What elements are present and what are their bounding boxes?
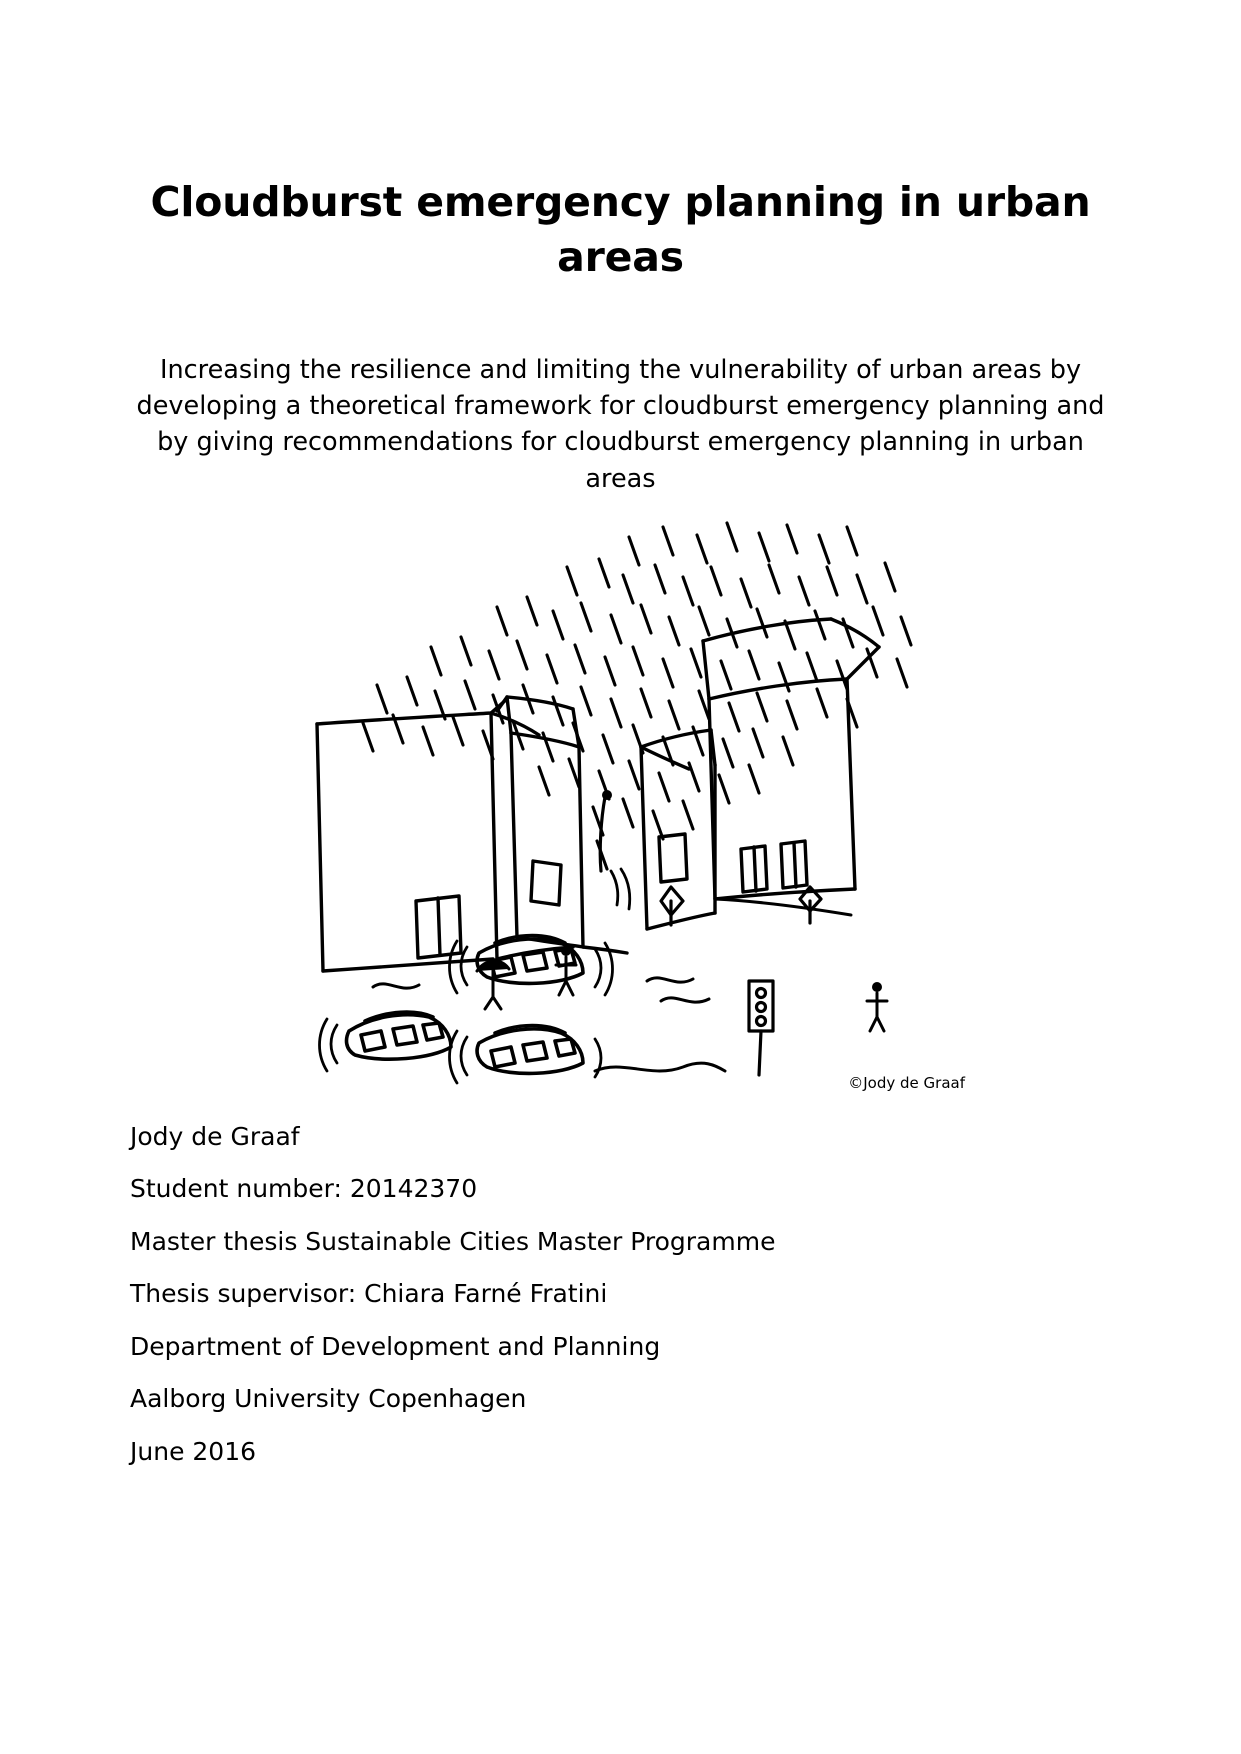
page-title: Cloudburst emergency planning in urban areas bbox=[150, 178, 1091, 281]
metadata-supervisor: Thesis supervisor: Chiara Farné Fratini bbox=[130, 1279, 608, 1309]
page-subtitle: Increasing the resilience and limiting the vulnerability of urban areas by developing a theoretical framework for cloudburst emergency planning and by giving recommendations for cloudburst emergency planning in urban areas bbox=[136, 355, 1105, 494]
author-metadata-list bbox=[130, 1094, 1111, 1464]
metadata-student-number: Student number: 20142370 bbox=[130, 1174, 478, 1204]
metadata-author: Jody de Graaf bbox=[130, 1121, 300, 1151]
metadata-programme: Master thesis Sustainable Cities Master Programme bbox=[130, 1226, 776, 1256]
illustration-credit: ©Jody de Graaf bbox=[848, 1073, 965, 1092]
flooded-street-sketch-icon bbox=[311, 519, 931, 1089]
metadata-date: June 2016 bbox=[130, 1436, 257, 1466]
metadata-university: Aalborg University Copenhagen bbox=[130, 1384, 527, 1414]
cover-illustration bbox=[130, 519, 1111, 1094]
metadata-department: Department of Development and Planning bbox=[130, 1331, 661, 1361]
